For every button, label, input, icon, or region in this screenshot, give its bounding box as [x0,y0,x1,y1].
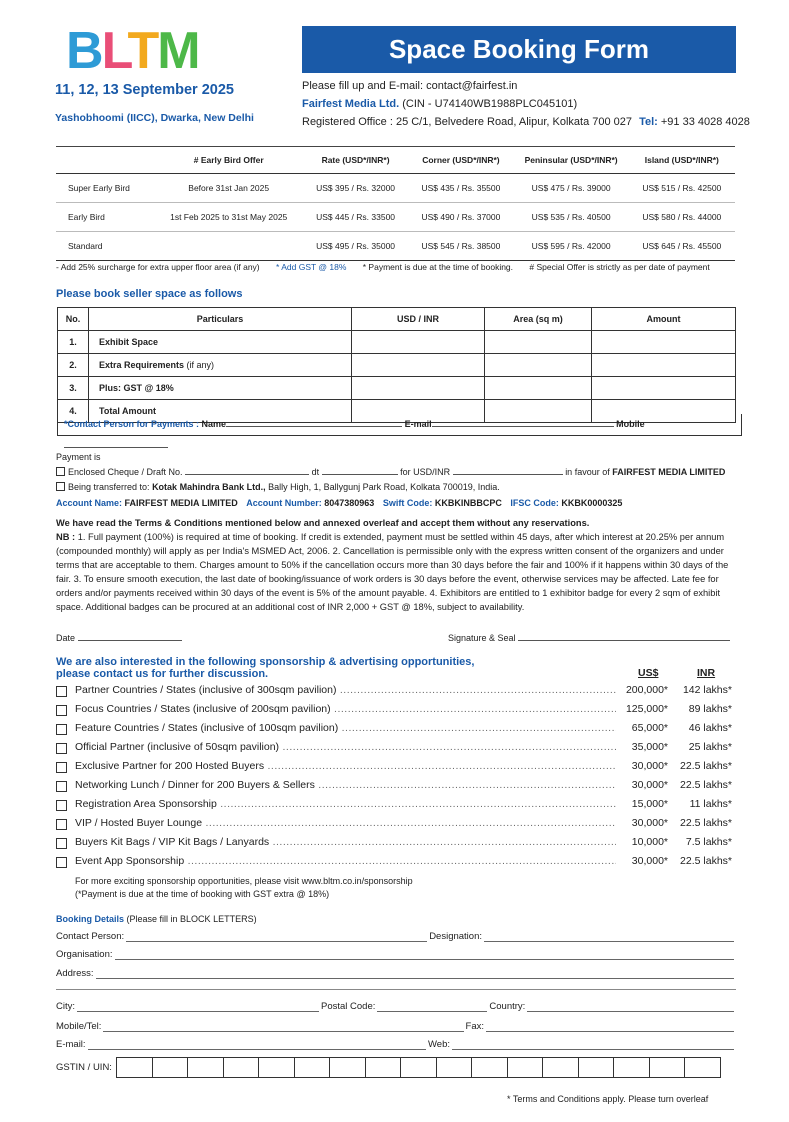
sponsorship-item [56,795,736,814]
rates-cell: US$ 475 / Rs. 39000 [514,174,629,203]
footer-note: * Terms and Conditions apply. Please turn overleaf [507,1094,709,1104]
swift-code: KKBKINBBCPC [434,498,502,508]
signature-label: Signature & Seal [448,633,516,643]
booking-header: Area (sq m) [485,308,592,331]
cheque-checkbox[interactable] [56,467,65,476]
rates-row [56,232,735,261]
booking-header: Particulars [89,308,352,331]
inr-header: INR [697,667,716,679]
amount-field[interactable] [592,377,736,400]
sponsorship-item [56,833,736,852]
booking-header: USD / INR [352,308,485,331]
rates-cell: US$ 595 / Rs. 42000 [514,232,629,261]
account-name-label: Account Name: [56,498,123,508]
gstin-row [56,1057,721,1078]
sponsorship-checkbox[interactable] [56,743,67,754]
rates-cell: US$ 580 / Rs. 44000 [629,203,735,232]
cheque-line [56,466,746,477]
favour-name: FAIRFEST MEDIA LIMITED [612,467,726,477]
country-label: Country: [489,1001,526,1012]
usd-inr-field[interactable] [352,354,485,377]
sponsorship-item [56,776,736,795]
signature-field[interactable] [518,632,730,641]
sponsorship-list [56,681,736,871]
email-label: E-mail: [56,1039,86,1050]
booking-section-title: Please book seller space as follows [56,288,243,300]
contact-instruction: Please fill up and E-mail: contact@fairfest.in [302,80,518,92]
rates-header-row [56,147,735,174]
gstin-box[interactable] [650,1057,686,1078]
name-field[interactable] [226,418,402,427]
rates-cell: Early Bird [56,203,154,232]
booking-table [57,307,736,423]
company-line [302,98,577,110]
sponsorship-usd: 200,000* [616,681,668,700]
sponsorship-checkbox[interactable] [56,857,67,868]
country-field[interactable] [527,1002,734,1012]
fax-label: Fax: [465,1021,484,1032]
tel-number: +91 33 4028 4028 [660,116,750,128]
area-field[interactable] [485,354,592,377]
booking-particular: Plus: GST @ 18% [89,377,352,400]
rates-cell: Before 31st Jan 2025 [154,174,302,203]
note: # Special Offer is strictly as per date of payment [529,262,710,272]
gstin-box[interactable] [685,1057,721,1078]
rates-table [56,147,735,261]
rates-cell: Super Early Bird [56,174,154,203]
booking-details-title: Booking Details [56,914,125,924]
sponsorship-name: Feature Countries / States (inclusive of 100sqm pavilion) ..... [75,719,675,738]
cheque-amount-field[interactable] [453,466,563,475]
booking-no: 2. [58,354,89,377]
gstin-box[interactable] [295,1057,331,1078]
company-name: Fairfest Media Ltd. [302,98,400,110]
nb-text: 1. Full payment (100%) is required at time of booking. If credit is extended, payment must be settled within 45 days, after which interest at 20.25% per annum (compounded monthly) will apply as per India's MSMED Act, 2006. 2. Cancellation is permissible only with the express written consent of the organizers and under terms that are acceptable to them. Charges amount to 50% if the cancellation occurs more than 30 days before the fair and 100% if it happens within 30 days of the fair. 3. To ensure smooth execution, the last date of booking/issuance of work orders is 30 days before the event, otherwise services may be affected. Late fee for orders and/or payments received within 30 days of the event is 5% of the amount payable. 4. Exhibitors are entitled to 1 exhibitor badge for every 2 sqm of exhibit space. Additional badges can be procured at an additional cost of INR 2,000 + GST @ 18%, subject to availability. [56,532,729,612]
office-address: Registered Office : 25 C/1, Belvedere Road, Alipur, Kolkata 700 027 [302,116,632,128]
web-field[interactable] [452,1040,734,1050]
gstin-box[interactable] [472,1057,508,1078]
rates-header: # Early Bird Offer [193,155,264,165]
booking-header-row [58,308,736,331]
event-venue: Yashobhoomi (IICC), Dwarka, New Delhi [55,112,254,124]
booking-header: No. [58,308,89,331]
mobile-tel-field[interactable] [103,1022,463,1032]
web-label: Web: [427,1039,450,1050]
booking-header: Amount [592,308,736,331]
form-title-banner: Space Booking Form [302,26,736,73]
sponsorship-checkbox[interactable] [56,686,67,697]
booking-particular: Exhibit Space [89,331,352,354]
ifsc-label: IFSC Code: [510,498,559,508]
swift-label: Swift Code: [382,498,433,508]
address-row [56,965,736,979]
gstin-box[interactable] [437,1057,473,1078]
booking-no: 1. [58,331,89,354]
ifsc-code: KKBK0000325 [561,498,623,508]
booking-no: 4. [58,400,89,423]
sponsorship-name: Exclusive Partner for 200 Hosted Buyers ..... [75,757,675,776]
sponsorship-checkbox[interactable] [56,800,67,811]
sponsorship-title-line: please contact us for further discussion. [56,668,269,680]
area-field[interactable] [485,331,592,354]
sponsorship-item [56,719,736,738]
rates-cell: US$ 445 / Rs. 33500 [303,203,408,232]
bltm-logo [66,26,232,72]
transfer-line [56,482,500,492]
sponsorship-item [56,814,736,833]
contact-person-field[interactable] [126,932,427,942]
organisation-row [56,946,736,960]
mobile-row [56,1018,736,1032]
postal-code-label: Postal Code: [321,1001,376,1012]
address-label: Address: [56,968,94,979]
rates-cell: US$ 495 / Rs. 35000 [303,232,408,261]
sponsorship-inr: 11 lakhs* [668,795,732,814]
gstin-box[interactable] [188,1057,224,1078]
sponsorship-inr: 22.5 lakhs* [668,852,732,871]
rates-row [56,203,735,232]
booking-details-note: (Please fill in BLOCK LETTERS) [126,914,257,924]
sponsorship-checkbox[interactable] [56,762,67,773]
sponsorship-item [56,757,736,776]
gstin-box[interactable] [579,1057,615,1078]
date-label: Date [56,633,76,643]
sponsorship-name: Official Partner (inclusive of 50sqm pavilion) ..... [75,738,675,757]
details-email-field[interactable] [88,1040,426,1050]
nb-label: NB : [56,532,76,542]
contact-row [56,928,736,942]
rates-cell: Standard [56,232,154,261]
gstin-box[interactable] [508,1057,544,1078]
sponsorship-name: Focus Countries / States (inclusive of 200sqm pavilion) ..... [75,700,675,719]
sponsorship-gst-note: (*Payment is due at the time of booking with GST extra @ 18%) [75,889,330,899]
rates-cell: US$ 515 / Rs. 42500 [629,174,735,203]
rates-cell [154,232,302,261]
rates-header: Corner (USD*/INR*) [422,155,500,165]
payment-contact-row [57,414,742,436]
fax-field[interactable] [486,1022,734,1032]
sponsorship-usd: 35,000* [616,738,668,757]
gstin-box[interactable] [614,1057,650,1078]
payment-intro: Payment is [56,452,101,462]
sponsorship-checkbox[interactable] [56,819,67,830]
sponsorship-inr: 22.5 lakhs* [668,814,732,833]
sponsorship-inr: 22.5 lakhs* [668,776,732,795]
sponsorship-usd: 30,000* [616,776,668,795]
usd-inr-field[interactable] [352,331,485,354]
contact-payments-label: *Contact Person for Payments : [64,419,200,429]
sponsorship-name: Registration Area Sponsorship ..... [75,795,675,814]
rates-header: Peninsular (USD*/INR*) [524,155,618,165]
booking-row [58,331,736,354]
gstin-box[interactable] [330,1057,366,1078]
sponsorship-name: VIP / Hosted Buyer Lounge ..... [75,814,675,833]
rates-cell: US$ 545 / Rs. 38500 [408,232,513,261]
cheque-number-field[interactable] [185,466,309,475]
booking-no: 3. [58,377,89,400]
usd-inr-field[interactable] [352,377,485,400]
rates-header [56,147,154,174]
note: * Add GST @ 18% [276,262,347,272]
account-line [56,498,622,508]
sponsorship-name: Networking Lunch / Dinner for 200 Buyers & Sellers ..... [75,776,675,795]
booking-row [58,354,736,377]
city-label: City: [56,1001,75,1012]
sponsorship-item [56,852,736,871]
rates-cell: 1st Feb 2025 to 31st May 2025 [154,203,302,232]
account-number: 8047380963 [324,498,375,508]
sponsorship-item [56,681,736,700]
booking-details-heading [56,914,257,924]
rates-cell: US$ 435 / Rs. 35500 [408,174,513,203]
transfer-label: Being transferred to: [68,482,150,492]
booking-particular: Total Amount [89,400,352,423]
note: * Payment is due at the time of booking. [362,262,514,272]
email-label: E-mail [404,419,432,429]
contact-person-label: Contact Person: [56,931,125,942]
sponsorship-item [56,700,736,719]
office-line [302,116,750,128]
sponsorship-more: For more exciting sponsorship opportunities, please visit www.bltm.co.in/sponsorship [75,876,413,886]
rates-cell: US$ 395 / Rs. 32000 [303,174,408,203]
sponsorship-usd: 65,000* [616,719,668,738]
address-field[interactable] [96,969,735,979]
gstin-box[interactable] [116,1057,153,1078]
tel-label: Tel: [639,116,658,128]
sponsorship-inr: 46 lakhs* [668,719,732,738]
sponsorship-inr: 89 lakhs* [668,700,732,719]
gstin-box[interactable] [224,1057,260,1078]
company-cin: (CIN - U74140WB1988PLC045101) [402,98,578,110]
sponsorship-title-line: We are also interested in the following sponsorship & advertising opportunities, [56,656,475,668]
note: - Add 25% surcharge for extra upper floor area (if any) [56,262,260,272]
rates-row [56,174,735,203]
gstin-box[interactable] [366,1057,402,1078]
amount-field[interactable] [592,331,736,354]
area-field[interactable] [485,377,592,400]
postal-code-field[interactable] [377,1002,487,1012]
sponsorship-usd: 30,000* [616,757,668,776]
rates-cell: US$ 490 / Rs. 37000 [408,203,513,232]
booking-particular: Extra Requirements (if any) [89,354,352,377]
rates-notes [56,262,746,272]
account-name: FAIRFEST MEDIA LIMITED [124,498,238,508]
transfer-checkbox[interactable] [56,482,65,491]
date-field[interactable] [78,632,182,641]
gstin-box[interactable] [543,1057,579,1078]
sponsorship-name: Partner Countries / States (inclusive of 300sqm pavilion) ..... [75,681,675,700]
bank-address: Bally High, 1, Ballygunj Park Road, Kolkata 700019, India. [268,482,500,492]
name-label: Name [201,419,227,429]
rates-header: Island (USD*/INR*) [644,155,719,165]
gstin-label: GSTIN / UIN: [56,1062,112,1074]
sponsorship-checkbox[interactable] [56,724,67,735]
terms-acceptance: We have read the Terms & Conditions mentioned below and annexed overleaf and accept them without any reservations. [56,518,590,528]
email-row [56,1036,736,1050]
address-line-2[interactable] [56,989,736,990]
gstin-box[interactable] [401,1057,437,1078]
designation-label: Designation: [429,931,482,942]
bank-name: Kotak Mahindra Bank Ltd., [152,482,266,492]
gstin-box[interactable] [153,1057,189,1078]
mobile-label: Mobile [616,419,645,429]
date-line [56,632,182,643]
amount-field[interactable] [592,354,736,377]
gstin-box[interactable] [259,1057,295,1078]
event-dates: 11, 12, 13 September 2025 [55,82,234,98]
organisation-label: Organisation: [56,949,113,960]
email-field[interactable] [432,418,614,427]
sponsorship-item [56,738,736,757]
sponsorship-name: Event App Sponsorship ..... [75,852,675,871]
sponsorship-inr: 142 lakhs* [668,681,732,700]
sponsorship-inr: 22.5 lakhs* [668,757,732,776]
sponsorship-inr: 25 lakhs* [668,738,732,757]
sponsorship-checkbox[interactable] [56,838,67,849]
sponsorship-checkbox[interactable] [56,781,67,792]
sponsorship-checkbox[interactable] [56,705,67,716]
terms-nb [56,530,736,614]
mobile-field[interactable] [64,439,168,448]
designation-field[interactable] [484,932,734,942]
signature-line [448,632,730,643]
sponsorship-usd: 30,000* [616,852,668,871]
favour-label: in favour of [565,467,610,477]
usd-header: US$ [638,667,659,679]
svg-text:BLTM: BLTM [66,26,199,72]
sponsorship-name: Buyers Kit Bags / VIP Kit Bags / Lanyards ..... [75,833,675,852]
sponsorship-usd: 10,000* [616,833,668,852]
cheque-label: Enclosed Cheque / Draft No. [68,467,183,477]
account-number-label: Account Number: [246,498,322,508]
cheque-date-field[interactable] [322,466,398,475]
sponsorship-usd: 125,000* [616,700,668,719]
rates-cell: US$ 535 / Rs. 40500 [514,203,629,232]
sponsorship-inr: 7.5 lakhs* [668,833,732,852]
dt-label: dt [311,467,320,477]
rates-cell: US$ 645 / Rs. 45500 [629,232,735,261]
organisation-field[interactable] [115,950,734,960]
sponsorship-usd: 30,000* [616,814,668,833]
rates-header: Rate (USD*/INR*) [321,155,390,165]
sponsorship-title [56,656,474,680]
for-label: for USD/INR [400,467,451,477]
city-field[interactable] [77,1002,319,1012]
sponsorship-usd: 15,000* [616,795,668,814]
mobile-tel-label: Mobile/Tel: [56,1021,102,1032]
city-row [56,998,736,1012]
booking-row [58,377,736,400]
